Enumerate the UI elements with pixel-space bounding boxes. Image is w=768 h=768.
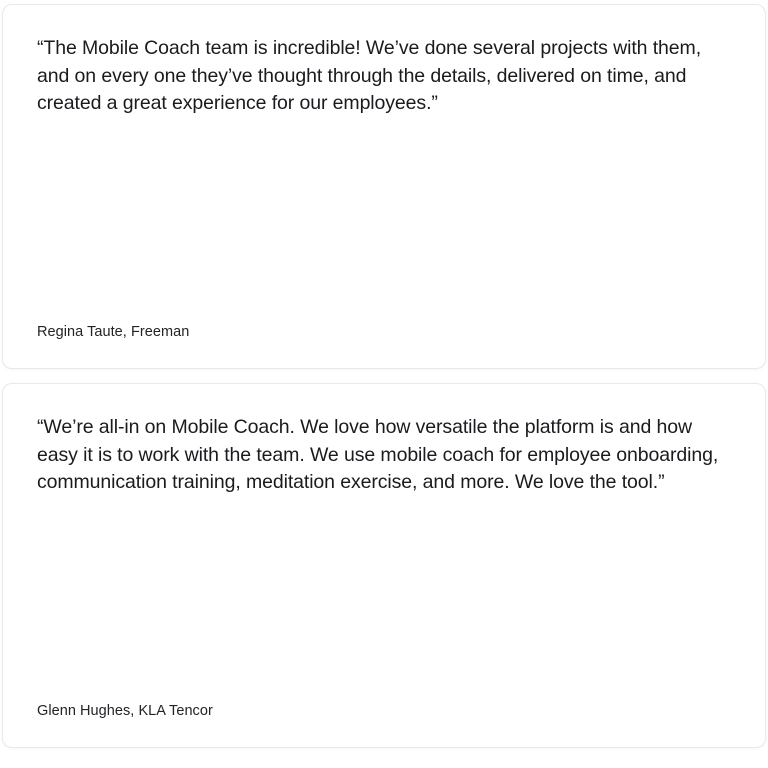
testimonial-quote: “We’re all-in on Mobile Coach. We love how versatile the platform is and how easy it is to work with the team. We use mobile coach for employee onboarding, communication training, meditation exercise, and more. We love the tool.”: [37, 416, 719, 494]
testimonial-quote: “The Mobile Coach team is incredible! We’ve done several projects with them, and on every one they’ve thought through the details, delivered on time, and created a great experience for our employees.”: [37, 37, 702, 115]
testimonial-card: [2, 383, 766, 748]
testimonial-card: [2, 4, 766, 369]
testimonial-attribution: Glenn Hughes, KLA Tencor: [37, 703, 213, 720]
testimonial-attribution: Regina Taute, Freeman: [37, 324, 190, 341]
